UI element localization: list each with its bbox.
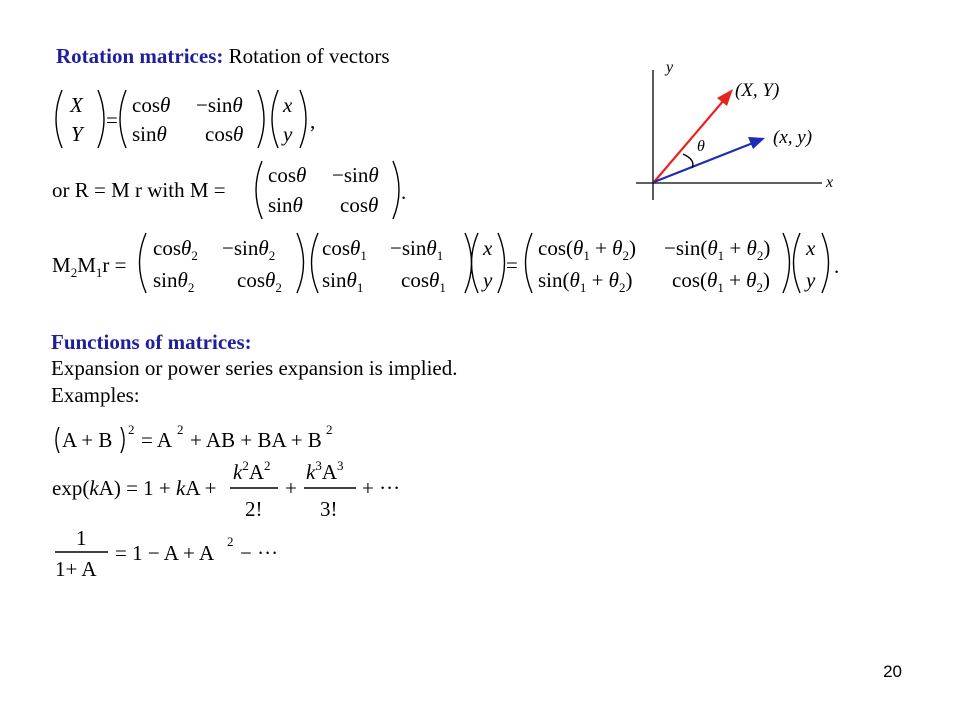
svg-text:M2M1r =: $M_2M_1r$ = — [52, 253, 127, 280]
svg-text:x: x — [806, 236, 816, 260]
functions-description: Expansion or power series expansion is implied. — [51, 356, 458, 380]
svg-text:cosθ: cosθ — [205, 122, 244, 146]
svg-text:−sin(θ1 + θ2): $-\sin(\theta_1 + \theta_2)$ — [664, 236, 771, 263]
svg-text:y: y — [806, 268, 816, 292]
square-expansion-equation — [62, 422, 333, 452]
svg-text:2: 2 — [227, 534, 234, 549]
svg-text:X: X — [70, 93, 83, 117]
svg-text:+: + — [285, 476, 297, 500]
svg-text:2: 2 — [128, 422, 135, 437]
title-rest: Rotation of vectors — [223, 44, 390, 68]
title-lead: Rotation matrices: — [56, 44, 224, 68]
svg-text:−sinθ1: −sinθ$_1$ — [390, 236, 444, 263]
svg-text:−sinθ2: −sinθ$_2$ — [222, 236, 276, 263]
svg-text:1+ A: 1+ A — [55, 557, 97, 581]
y-axis-label: y — [666, 59, 674, 76]
svg-text:2: 2 — [326, 422, 333, 437]
svg-text:sinθ2: sinθ$_2$ — [153, 268, 195, 295]
svg-text:− ···: − ··· — [240, 541, 279, 565]
svg-text:+ ···: + ··· — [362, 476, 401, 500]
angle-arc — [683, 154, 693, 168]
svg-text:exp(kA) = 1 + kA +: exp(kA) = 1 + kA + — [52, 476, 217, 500]
svg-text:y: y — [283, 122, 293, 146]
svg-text:sinθ: sinθ — [132, 122, 167, 146]
svg-text:cosθ: cosθ — [340, 193, 379, 217]
rotated-vector-arrowhead — [717, 89, 733, 106]
svg-text:.: . — [401, 180, 407, 204]
rotation-equation — [69, 93, 315, 146]
svg-text:or R = M r with M =: or R = M r with M = — [52, 178, 226, 202]
svg-text:cos(θ1 + θ2): $\cos(\theta_1 + \theta_2)$ — [538, 236, 636, 263]
svg-text:2!: 2! — [245, 497, 263, 521]
svg-text:cosθ: cosθ — [132, 93, 171, 117]
rotated-vector-label: (X, Y) — [735, 80, 780, 101]
svg-text:sinθ1: sinθ$_1$ — [322, 268, 364, 295]
svg-text:−sinθ: −sinθ — [332, 163, 379, 187]
svg-text:y: y — [483, 268, 493, 292]
svg-text:sinθ: sinθ — [268, 193, 303, 217]
svg-text:cos(θ1 + θ2): $\cos(\theta_1 + \theta_2)$ — [672, 268, 770, 295]
svg-text:.: . — [834, 254, 840, 278]
svg-text:cosθ1: cosθ$_1$ — [401, 268, 446, 295]
svg-text:3!: 3! — [320, 497, 338, 521]
svg-text:+ AB + BA + B: + AB + BA + B — [190, 428, 322, 452]
svg-text:x: x — [483, 236, 493, 260]
svg-text:=: = — [106, 108, 118, 132]
functions-heading: Functions of matrices: — [51, 330, 252, 354]
svg-text:x: x — [283, 93, 293, 117]
rotated-vector — [654, 93, 730, 182]
svg-text:= 1 − A + A: = 1 − A + A — [115, 541, 215, 565]
matrix-form-equation — [52, 163, 406, 217]
exponential-equation — [52, 458, 400, 521]
examples-label: Examples: — [51, 383, 140, 407]
rotation-diagram — [636, 59, 833, 200]
original-vector-label: (x, y) — [773, 127, 813, 148]
svg-text:sin(θ1 + θ2): $\sin(\theta_1 + \theta_2)$ — [538, 268, 633, 295]
svg-text:Y: Y — [71, 122, 83, 146]
svg-text:2: 2 — [177, 422, 184, 437]
original-vector — [654, 141, 758, 182]
angle-label: θ — [697, 138, 705, 155]
svg-text:cosθ2: cosθ$_2$ — [153, 236, 198, 263]
svg-text:k2A2: $k^2A^2$ — [233, 458, 271, 484]
svg-text:=: = — [506, 253, 518, 277]
svg-text:A + B: A + B — [62, 428, 113, 452]
page-number: 20 — [883, 662, 902, 681]
svg-text:−sinθ: −sinθ — [196, 93, 243, 117]
composition-equation — [52, 236, 839, 295]
svg-text:cosθ1: cosθ$_1$ — [322, 236, 367, 263]
svg-text:1: 1 — [76, 526, 87, 550]
svg-text:,: , — [310, 109, 316, 133]
geometric-series-equation — [55, 526, 278, 581]
svg-text:k3A3: $k^3A^3$ — [306, 458, 344, 484]
x-axis-label: x — [826, 174, 834, 191]
svg-text:= A: = A — [141, 428, 173, 452]
svg-text:cosθ: cosθ — [268, 163, 307, 187]
original-vector-arrowhead — [748, 137, 765, 149]
svg-text:cosθ2: cosθ$_2$ — [237, 268, 282, 295]
